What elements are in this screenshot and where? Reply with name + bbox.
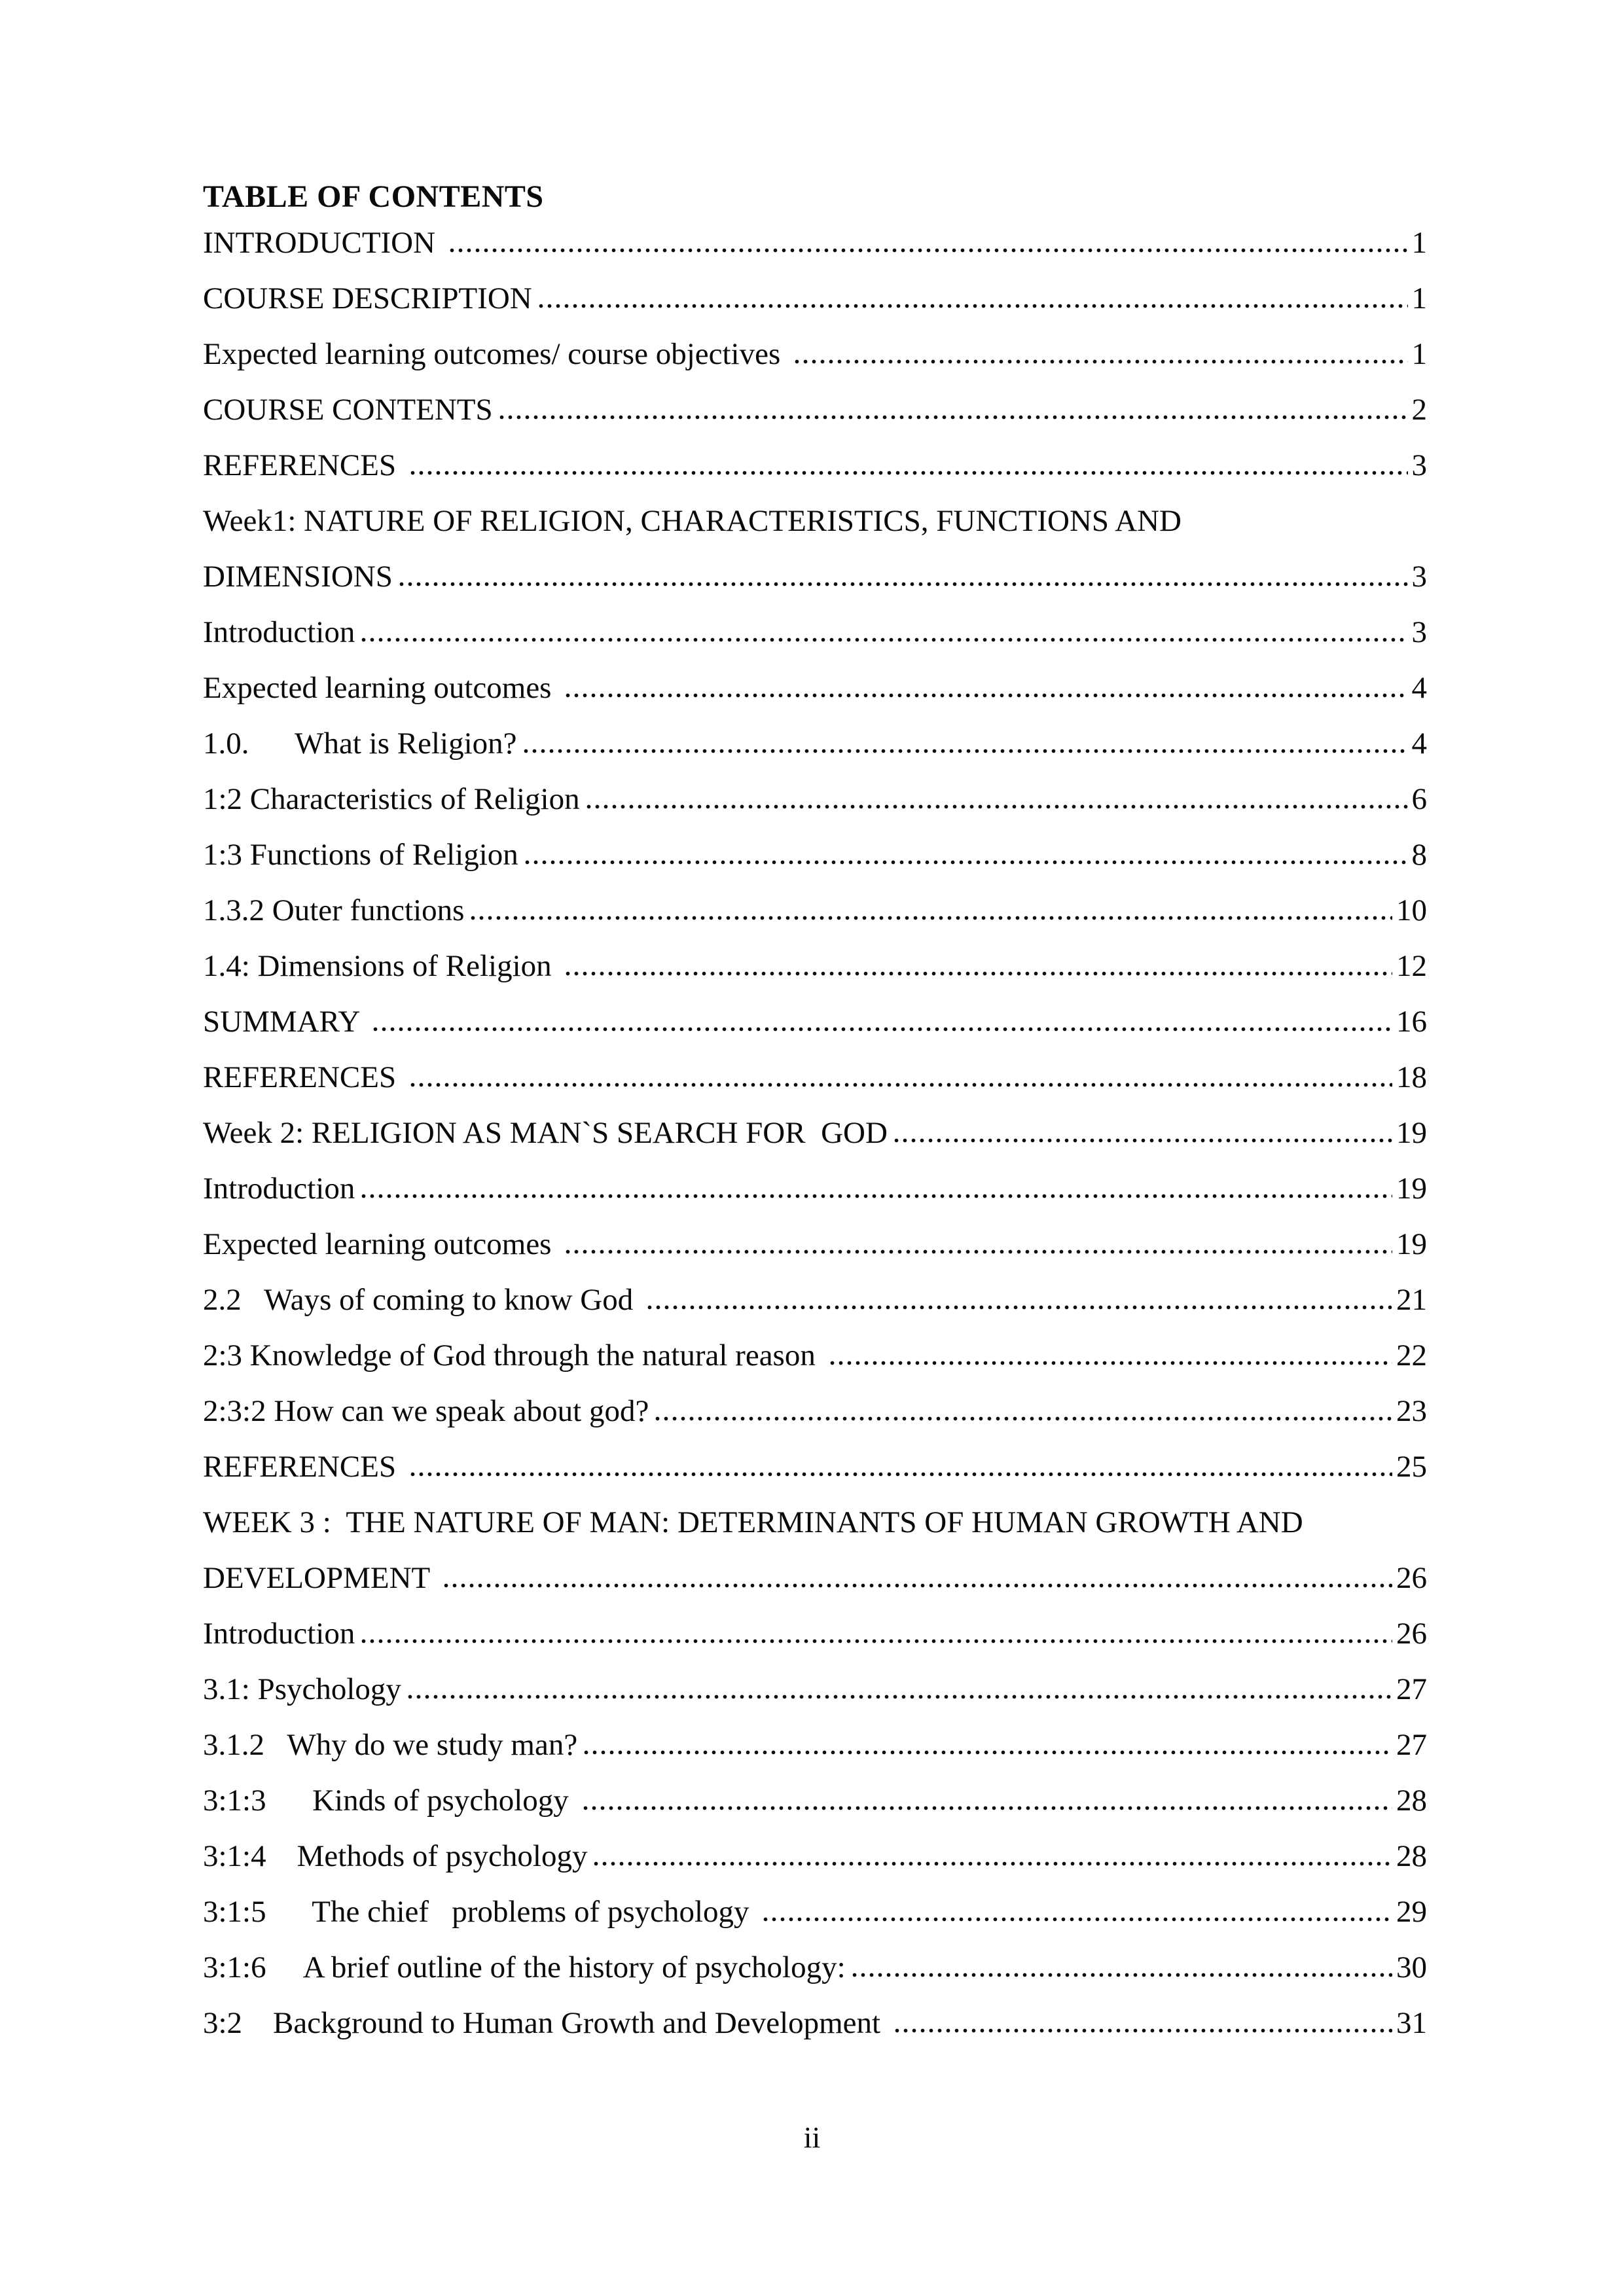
toc-page-number: 16 [1396, 1005, 1427, 1039]
toc-entry [203, 1606, 1427, 1662]
dot-leader [410, 471, 1408, 475]
toc-entry [203, 827, 1427, 883]
dot-leader [373, 1027, 1392, 1031]
toc-entry-label: 1.0. What is Religion? [203, 726, 517, 761]
toc-entry-label: 3:1:5 The chief problems of psychology [203, 1895, 757, 1929]
dot-leader [566, 1249, 1392, 1254]
toc-entry [203, 1272, 1427, 1328]
toc-entry [203, 1328, 1427, 1384]
toc-entry [203, 716, 1427, 772]
toc-entry-label: 1:2 Characteristics of Religion [203, 782, 580, 816]
dot-leader [450, 248, 1408, 253]
toc-entry [203, 271, 1427, 327]
toc-page-number: 23 [1396, 1394, 1427, 1428]
toc-entry [203, 382, 1427, 438]
toc-entry-label: Introduction [203, 615, 355, 649]
toc-entry-label: SUMMARY [203, 1005, 367, 1039]
dot-leader [408, 1695, 1392, 1699]
toc-page-number: 31 [1396, 2006, 1427, 2040]
toc-entry [203, 1217, 1427, 1272]
dot-leader [361, 637, 1407, 642]
toc-entry-label: 1:3 Functions of Religion [203, 838, 518, 872]
toc-entry [203, 1551, 1427, 1606]
dot-leader [361, 1194, 1392, 1198]
toc-entry-label: 2.2 Ways of coming to know God [203, 1283, 641, 1317]
toc-entry-label: Introduction [203, 1617, 355, 1651]
toc-page-number: 21 [1396, 1283, 1427, 1317]
toc-entry-wrap-line [203, 493, 1427, 549]
toc-page-number: 22 [1396, 1338, 1427, 1372]
toc-entry-label: DIMENSIONS [203, 560, 393, 594]
toc-page-number: 26 [1396, 1561, 1427, 1595]
toc-entry-label: REFERENCES [203, 1060, 404, 1094]
toc-entry [203, 1105, 1427, 1161]
dot-leader [471, 916, 1392, 920]
toc-page-number: 6 [1411, 782, 1427, 816]
toc-entry [203, 1773, 1427, 1829]
toc-page-number: 28 [1396, 1839, 1427, 1873]
dot-leader [444, 1583, 1392, 1588]
toc-entry [203, 994, 1427, 1050]
dot-leader [895, 2028, 1392, 2033]
toc-entry-label: 3.1.2 Why do we study man? [203, 1728, 578, 1762]
dot-leader [830, 1361, 1392, 1365]
toc-entry-label: 3.1: Psychology [203, 1672, 401, 1706]
toc-page-number: 8 [1411, 838, 1427, 872]
toc-entry [203, 1050, 1427, 1105]
toc-page-number: 29 [1396, 1895, 1427, 1929]
toc-entry-label: DEVELOPMENT [203, 1561, 438, 1595]
toc-entry-label: 1.3.2 Outer functions [203, 893, 465, 927]
toc-page-number: 10 [1396, 893, 1427, 927]
dot-leader [795, 359, 1408, 364]
dot-leader [399, 582, 1408, 586]
dot-leader [410, 1083, 1392, 1087]
toc-page-number: 3 [1411, 560, 1427, 594]
dot-leader [499, 415, 1408, 420]
toc-entry [203, 1161, 1427, 1217]
toc-page-number: 19 [1396, 1227, 1427, 1261]
toc-entry [203, 1439, 1427, 1495]
toc-entry [203, 1384, 1427, 1439]
toc-entry-label: 2:3 Knowledge of God through the natural reason [203, 1338, 823, 1372]
toc-entry [203, 1829, 1427, 1884]
toc-entry [203, 1662, 1427, 1717]
toc-entry [203, 1884, 1427, 1940]
toc-entry [203, 660, 1427, 716]
dot-leader [594, 1861, 1392, 1866]
dot-leader [539, 304, 1408, 308]
page-title: TABLE OF CONTENTS [203, 179, 544, 214]
toc-page-number: 19 [1396, 1116, 1427, 1150]
dot-leader [566, 971, 1392, 976]
toc-entry-label: WEEK 3 : THE NATURE OF MAN: DETERMINANTS OF HUMAN GROWTH AND [203, 1505, 1303, 1539]
dot-leader [361, 1639, 1392, 1643]
toc-page-number: 2 [1411, 393, 1427, 427]
footer-page-number: ii [803, 2121, 821, 2154]
toc-entry-label: REFERENCES [203, 448, 404, 482]
dot-leader [647, 1305, 1392, 1310]
toc-entry [203, 772, 1427, 827]
toc-entry-label: 3:2 Background to Human Growth and Development [203, 2006, 888, 2040]
dot-leader [655, 1416, 1392, 1421]
dot-leader [566, 693, 1407, 698]
toc-page-number: 19 [1396, 1172, 1427, 1206]
dot-leader [586, 804, 1408, 809]
toc-page-number: 1 [1411, 226, 1427, 260]
dot-leader [894, 1138, 1392, 1143]
toc-entry-label: 2:3:2 How can we speak about god? [203, 1394, 649, 1428]
toc-page-number: 4 [1411, 726, 1427, 761]
toc-entry-label: 3:1:6 A brief outline of the history of psychology: [203, 1950, 846, 1984]
toc-entry-label: Week 2: RELIGION AS MAN`S SEARCH FOR GOD [203, 1116, 888, 1150]
toc-entry [203, 605, 1427, 660]
toc-page-number: 28 [1396, 1784, 1427, 1818]
toc-page-number: 25 [1396, 1450, 1427, 1484]
toc-entry-label: COURSE DESCRIPTION [203, 281, 532, 315]
toc-page-number: 26 [1396, 1617, 1427, 1651]
dot-leader [852, 1973, 1392, 1977]
dot-leader [584, 1750, 1392, 1755]
toc-content [203, 180, 1427, 2051]
toc-entry [203, 883, 1427, 939]
toc-entry-label: Expected learning outcomes/ course objectives [203, 337, 788, 371]
toc-entry-label: 3:1:4 Methods of psychology [203, 1839, 588, 1873]
toc-entry [203, 1940, 1427, 1996]
toc-page-number: 4 [1411, 671, 1427, 705]
toc-entry [203, 1717, 1427, 1773]
toc-entry-label: Expected learning outcomes [203, 1227, 560, 1261]
toc-entry-label: INTRODUCTION [203, 226, 443, 260]
dot-leader [525, 860, 1408, 865]
toc-page-number: 3 [1411, 448, 1427, 482]
toc-entry-label: 1.4: Dimensions of Religion [203, 949, 560, 983]
dot-leader [763, 1917, 1392, 1922]
toc-entry-label: Introduction [203, 1172, 355, 1206]
toc-entry [203, 215, 1427, 271]
toc-entry-label: 3:1:3 Kinds of psychology [203, 1784, 577, 1818]
toc-page-number: 18 [1396, 1060, 1427, 1094]
toc-page-number: 12 [1396, 949, 1427, 983]
toc-entry-label: Week1: NATURE OF RELIGION, CHARACTERISTICS, FUNCTIONS AND [203, 504, 1182, 538]
toc-entry [203, 939, 1427, 994]
toc-entry [203, 438, 1427, 493]
toc-entry-label: Expected learning outcomes [203, 671, 560, 705]
toc-page-number: 30 [1396, 1950, 1427, 1984]
toc-entry [203, 327, 1427, 382]
toc-page-number: 27 [1396, 1728, 1427, 1762]
toc-page-number: 27 [1396, 1672, 1427, 1706]
toc-page-number: 3 [1411, 615, 1427, 649]
dot-leader [583, 1806, 1392, 1810]
dot-leader [410, 1472, 1392, 1477]
toc-entry [203, 1996, 1427, 2051]
table-of-contents [203, 215, 1427, 2051]
toc-page-number: 1 [1411, 337, 1427, 371]
toc-entry-wrap-line [203, 1495, 1427, 1551]
toc-page-number: 1 [1411, 281, 1427, 315]
toc-entry-label: REFERENCES [203, 1450, 404, 1484]
toc-entry [203, 549, 1427, 605]
toc-entry-label: COURSE CONTENTS [203, 393, 493, 427]
dot-leader [524, 749, 1408, 753]
